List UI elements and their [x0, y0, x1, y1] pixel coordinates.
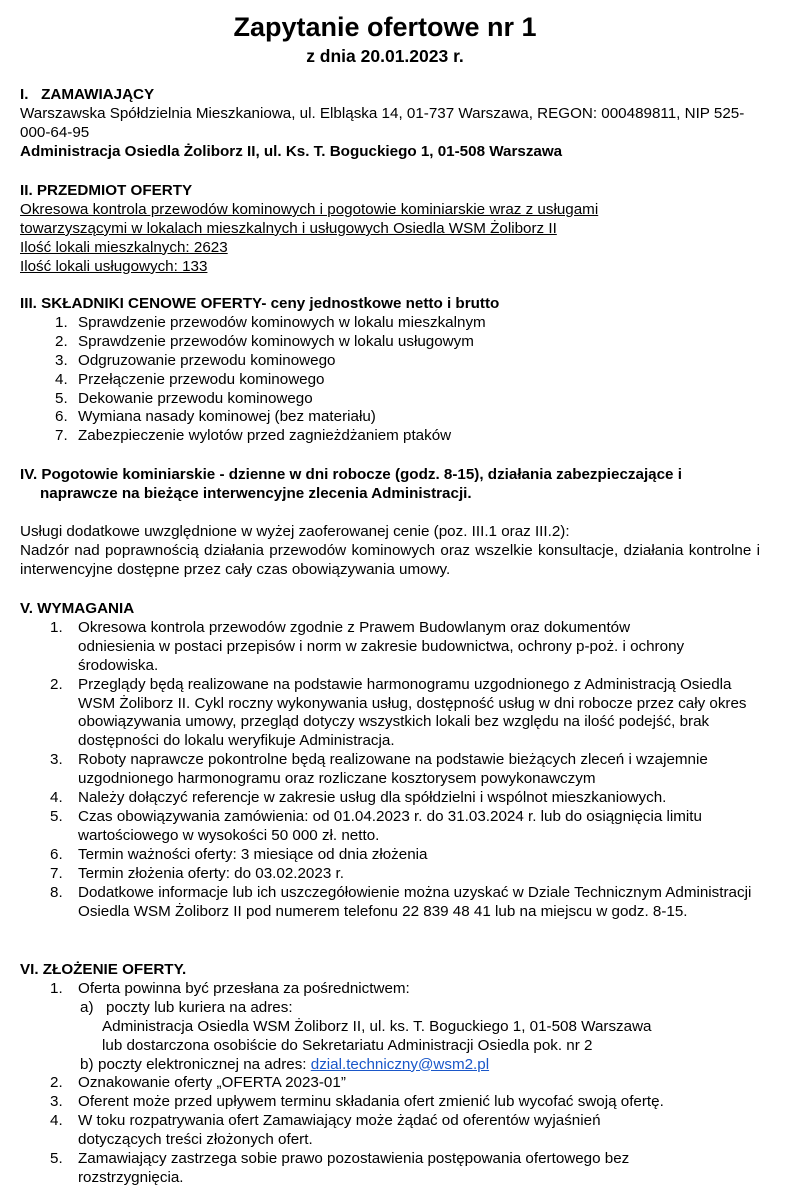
contracting-party-details: Warszawska Spółdzielnia Mieszkaniowa, ul. Elbląska 14, 01-737 Warszawa, REGON: 000489811, NIP 525-000-64-95 — [20, 104, 745, 141]
sub-item-email: b) poczty elektronicznej na adres: dzial.techniczny@wsm2.pl — [80, 1055, 490, 1073]
requirements-list — [20, 619, 760, 922]
list-item: 2. Przeglądy będą realizowane na podstawie harmonogramu uzgodnionego z Administracją Osiedla WSM Żoliborz II. Cykl roczny wykonywania usług, dostępność usług w dni robocze przez cały okres obowiązywania umowy, przegląd dotyczy wszystkich lokali bez względu na ilość podejść, brak dostępności do lokalu weryfikuje Administracja. — [50, 675, 747, 750]
document-date: z dnia 20.01.2023 r. — [306, 46, 464, 66]
price-components-list — [20, 314, 760, 446]
list-item: 5. Zamawiający zastrzega sobie prawo pozostawienia postępowania ofertowego bez rozstrzygnięcia. — [50, 1150, 630, 1186]
supervision-description: Nadzór nad poprawnością działania przewodów kominowych oraz wszelkie konsultacje, działania kontrolne i interwencyjne dostępne przez cały czas obowiązywania umowy. — [20, 541, 760, 578]
section-heading: II. PRZEDMIOT OFERTY — [20, 182, 193, 199]
list-item: 1. Sprawdzenie przewodów kominowych w lokalu mieszkalnym — [55, 313, 486, 331]
list-item: 1. Oferta powinna być przesłana za pośrednictwem: — [50, 979, 410, 997]
list-item: 3. Roboty naprawcze pokontrolne będą realizowane na podstawie bieżących zleceń i wzajemnie uzgodnionego harmonogramu oraz rozliczane kosztorysem powykonawczym — [50, 751, 708, 788]
list-item: 5. Dekowanie przewodu kominowego — [55, 389, 313, 407]
list-item: 4. Należy dołączyć referencje w zakresie usług dla spółdzielni i wspólnot mieszkaniowych. — [50, 789, 667, 807]
list-item: 7. Zabezpieczenie wylotów przed zagnieżdżaniem ptaków — [55, 427, 452, 445]
section-heading: V. WYMAGANIA — [20, 600, 135, 617]
list-item: 8. Dodatkowe informacje lub ich uszczegółowienie można uzyskać w Dziale Technicznym Administracji Osiedla WSM Żoliborz II pod numerem telefonu 22 839 48 41 lub na miejscu w godz. 8-15. — [50, 883, 752, 920]
section-contracting-party — [20, 86, 760, 162]
list-item: 2. Oznakowanie oferty „OFERTA 2023-01” — [50, 1074, 346, 1092]
section-heading: VI. ZŁOŻENIE OFERTY. — [20, 961, 187, 978]
list-item: 2. Sprawdzenie przewodów kominowych w lokalu usługowym — [55, 332, 474, 350]
list-item: 3. Oferent może przed upływem terminu składania ofert zmienić lub wycofać swoją ofertę. — [50, 1093, 664, 1111]
subject-description: Okresowa kontrola przewodów kominowych i pogotowie kominiarskie wraz z usługami towarzyszącymi w lokalach mieszkalnych i usługowych Osiedla WSM Żoliborz II — [20, 200, 599, 237]
additional-services: Usługi dodatkowe uwzględnione w wyżej zaoferowanej cenie (poz. III.1 oraz III.2): — [20, 522, 570, 540]
section-heading: III. SKŁADNIKI CENOWE OFERTY- ceny jednostkowe netto i brutto — [20, 295, 500, 312]
list-item: 5. Czas obowiązywania zamówienia: od 01.04.2023 r. do 31.03.2024 r. lub do osiągnięcia limitu wartościowego w wysokości 50 000 zł. netto. — [50, 807, 702, 844]
section-heading: I. ZAMAWIAJĄCY — [20, 86, 155, 103]
residential-units: Ilość lokali mieszkalnych: 2623 — [20, 238, 228, 256]
submission-list-continued — [20, 1074, 760, 1187]
commercial-units: Ilość lokali usługowych: 133 — [20, 257, 208, 275]
sub-item-mail: a) poczty lub kuriera na adres: — [80, 998, 293, 1016]
list-item: 4. Przełączenie przewodu kominowego — [55, 370, 325, 388]
administration-address: Administracja Osiedla Żoliborz II, ul. Ks. T. Boguckiego 1, 01-508 Warszawa — [20, 142, 563, 160]
document-title: Zapytanie ofertowe nr 1 — [233, 12, 537, 42]
section-subject — [20, 182, 760, 277]
list-item: 3. Odgruzowanie przewodu kominowego — [55, 351, 336, 369]
email-link[interactable]: dzial.techniczny@wsm2.pl — [310, 1055, 490, 1073]
section-heading: IV. Pogotowie kominiarskie - dzienne w dni robocze (godz. 8-15), działania zabezpieczające i — [20, 466, 682, 483]
section-offer-submission — [20, 961, 760, 1188]
section-price-components — [20, 295, 760, 446]
section-emergency-service — [20, 466, 760, 580]
list-item: 6. Wymiana nasady kominowej (bez materiału) — [55, 408, 376, 426]
section-requirements — [20, 600, 760, 921]
list-item: 1. Okresowa kontrola przewodów zgodnie z Prawem Budowlanym oraz dokumentów odniesienia w postaci przepisów i norm w zakresie budownictwa, ochrony p-poż. i ochrony środowiska. — [50, 618, 685, 674]
submission-list — [20, 980, 760, 999]
postal-address: Administracja Osiedla WSM Żoliborz II, ul. ks. T. Boguckiego 1, 01-508 Warszawa — [102, 1017, 652, 1035]
list-item: 4. W toku rozpatrywania ofert Zamawiający może żądać od oferentów wyjaśnień dotyczących treści złożonych ofert. — [50, 1112, 601, 1149]
secretariat-note: lub dostarczona osobiście do Sekretariatu Administracji Osiedla pok. nr 2 — [102, 1036, 593, 1054]
section-heading-continued: naprawcze na bieżące interwencyjne zlecenia Administracji. — [40, 484, 472, 502]
list-item: 6. Termin ważności oferty: 3 miesiące od dnia złożenia — [50, 845, 428, 863]
list-item: 7. Termin złożenia oferty: do 03.02.2023 r. — [50, 864, 344, 882]
